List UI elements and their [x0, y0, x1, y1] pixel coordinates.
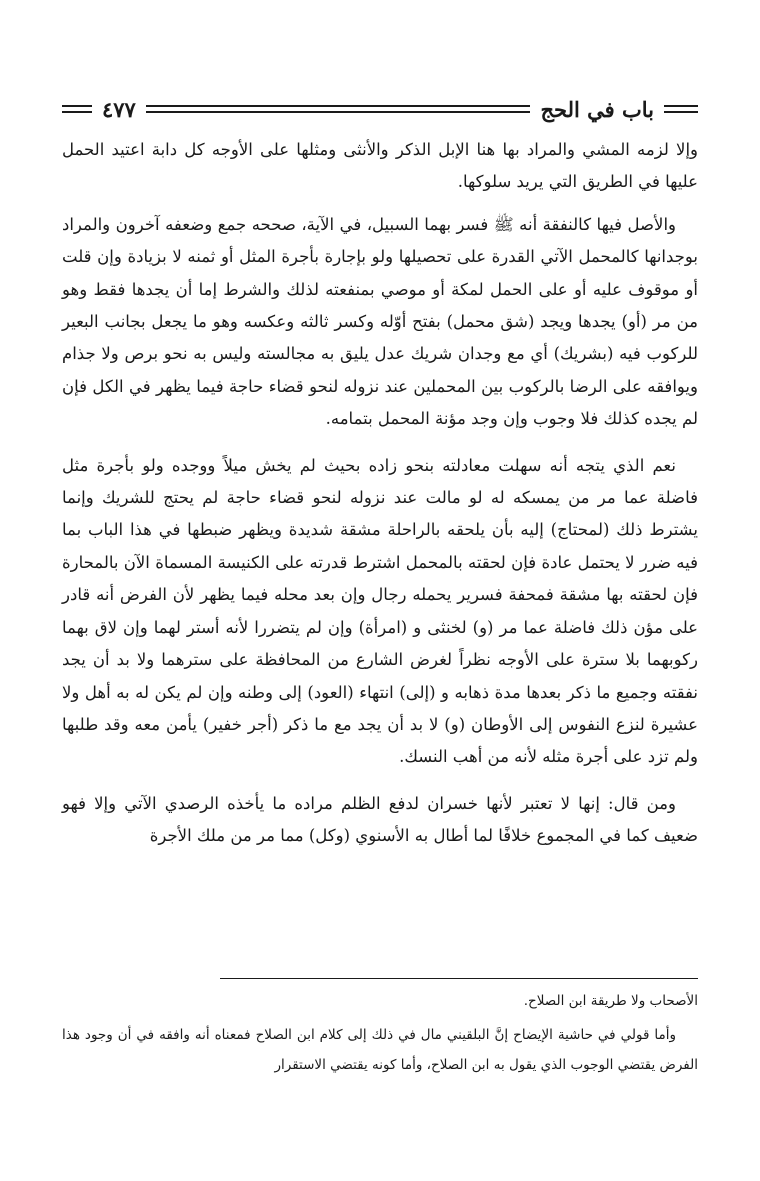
page-number: ٤٧٧ — [102, 96, 136, 122]
body-paragraph: والأصل فيها كالنفقة أنه ﷺ فسر بهما السبيل، في الآية، صححه جمع وضعفه آخرون والمراد بوجدانها كالمحمل الآتي القدرة على تحصيلها ولو بإجارة بأجرة المثل أو ثمنه لا بزيادة وإن قلت أو موقوف عليه أو على الحمل لمكة أو موصي بمنفعته لذلك والشرط إما أن يجدها فقط وهو من مر (أو) يجدها ويجد (شق محمل) بفتح أوّله وكسر ثالثه وعكسه وهو ما يجعل بجانب البعير للركوب فيه (بشريك) أي مع وجدان شريك عدل يليق به مجالسته وليس به نحو برص ولا جذام ويوافقه على الرضا بالركوب بين المحملين عند نزوله لنحو قضاء حاجة فيما يظهر في الكل فإن لم يجده كذلك فلا وجوب وإن وجد مؤنة المحمل بتمامه. — [62, 214, 698, 429]
footnote-line: الأصحاب ولا طريقة ابن الصلاح. — [523, 993, 698, 1009]
footnotes — [62, 986, 698, 1084]
page-header — [62, 92, 698, 126]
header-rule-right — [664, 105, 698, 113]
header-rule-left — [62, 105, 92, 113]
footnote-line: وأما قولي في حاشية الإيضاح إنَّ البلقيني مال في ذلك إلى كلام ابن الصلاح فمعناه أنه وافقه في أن وجود هذا الفرض يقتضي الوجوب الذي يقول به ابن الصلاح، وأما كونه يقتضي الاستقرار — [62, 1027, 698, 1073]
header-rule-center — [146, 105, 531, 113]
body-paragraph: ومن قال: إنها لا تعتبر لأنها خسران لدفع الظلم مراده ما يأخذه الرصدي الآتي وإلا فهو ضعيف كما في المجموع خلافًا لما أطال به الأسنوي (وكل) مما مر من ملك الأجرة — [62, 793, 698, 846]
footnote-divider — [220, 978, 698, 979]
running-title: باب في الحج — [540, 96, 654, 122]
body-paragraph: نعم الذي يتجه أنه سهلت معادلته بنحو زاده بحيث لم يخش ميلاً ووجده ولو بأجرة مثل فاضلة عما مر من يمسكه له لو مالت عند نزوله لنحو قضاء حاجة لم يحتج للشريك وإنما يشترط ذلك (لمحتاج) إليه بأن يلحقه بالراحلة مشقة شديدة ويظهر ضبطها في هذا الباب بما فيه ضرر لا يحتمل عادة فإن لحقته بالمحمل اشترط قدرته على الكنيسة المسماة الآن بالمحارة فإن لحقته بها مشقة فمحفة فسرير يحمله رجال وإن بعد محله فيما يظهر لأن الفرض أنه قادر على مؤن ذلك فاضلة عما مر (و) لخنثى و (امرأة) وإن لم يتضررا لأنه أستر لهما وإن لاق بهما ركوبهما بلا سترة على الأوجه نظراً لغرض الشارع من المحافظة على سترهما ولا بد أن يجد نفقته وجميع ما ذكر بعدها مدة ذهابه و (إلى) انتهاء (العود) إلى وطنه وإن لم يكن له به أهل ولا عشيرة لنزع النفوس إلى الأوطان (و) لا بد أن يجد مع ما ذكر (أجر خفير) يأمن معه وقد طلبها ولم تزد على أجرة مثله لأنه من أهب النسك. — [62, 455, 698, 767]
main-text — [62, 134, 698, 867]
body-paragraph: وإلا لزمه المشي والمراد بها هنا الإبل الذكر والأنثى ومثلها على الأوجه كل دابة اعتيد الحمل عليها في الطريق التي يريد سلوكها. — [62, 140, 698, 192]
